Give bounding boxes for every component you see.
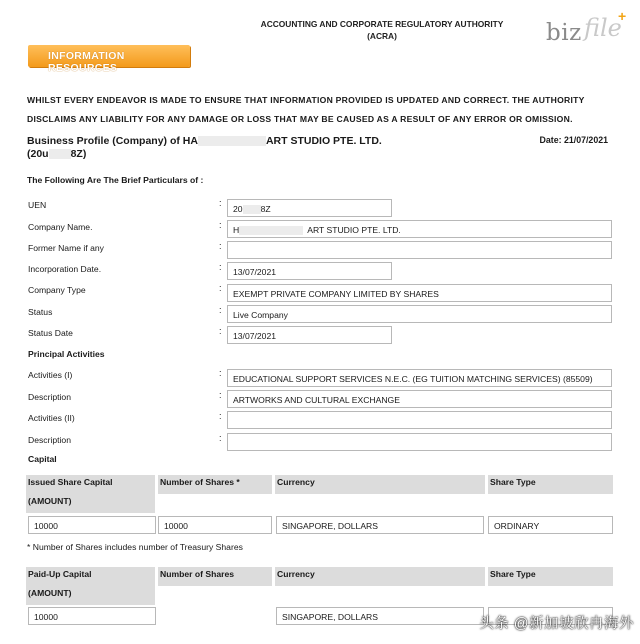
issued-share-type-cell: ORDINARY xyxy=(488,516,613,534)
company-name-value-prefix: H xyxy=(233,225,240,235)
colon: : xyxy=(219,433,222,443)
activities-2-field xyxy=(227,411,612,429)
redaction-mask xyxy=(243,205,261,214)
authority-line-1: ACCOUNTING AND CORPORATE REGULATORY AUTHORITY xyxy=(260,19,504,29)
treasury-shares-note: * Number of Shares includes number of Treasury Shares xyxy=(27,542,243,552)
colon: : xyxy=(219,241,222,251)
issued-capital-header: Issued Share Capital xyxy=(26,475,155,494)
uen-label: UEN xyxy=(28,200,47,210)
uen-value-suffix: 8Z xyxy=(260,204,271,214)
issued-currency-header: Currency xyxy=(275,475,485,494)
principal-activities-heading: Principal Activities xyxy=(28,349,105,359)
paid-up-amount-label: (AMOUNT) xyxy=(26,586,155,605)
disclaimer-text: WHILST EVERY ENDEAVOR IS MADE TO ENSURE THAT INFORMATION PROVIDED IS UPDATED AND CORRECT. THE AUTHORITY DISCLAIMS ANY LIABILITY FOR ANY DAMAGE OR LOSS THAT MAY BE CAUSED AS A RESULT OF ANY ERROR OR OMISSION. xyxy=(27,95,585,124)
watermark-text: 头条 @新加坡欣冉海外 xyxy=(479,616,634,632)
former-name-field xyxy=(227,241,612,259)
company-name-value-suffix: ART STUDIO PTE. LTD. xyxy=(307,225,401,235)
report-date: Date: 21/07/2021 xyxy=(539,135,608,145)
profile-title-suffix: ART STUDIO PTE. LTD. xyxy=(265,135,382,147)
bizfile-logo xyxy=(544,8,636,48)
company-type-label: Company Type xyxy=(28,285,86,295)
issued-amount-cell: 10000 xyxy=(28,516,156,534)
paid-up-share-type-header: Share Type xyxy=(488,567,613,586)
profile-title xyxy=(27,135,382,161)
paid-up-capital-header: Paid-Up Capital xyxy=(26,567,155,586)
issued-shares-cell: 10000 xyxy=(158,516,272,534)
status-date-label: Status Date xyxy=(28,328,73,338)
description-1-label: Description xyxy=(28,392,71,402)
profile-uen-prefix: (20u xyxy=(27,148,49,160)
paid-up-amount-cell: 10000 xyxy=(28,607,156,625)
activities-1-label: Activities (I) xyxy=(28,370,73,380)
colon: : xyxy=(219,198,222,208)
description-2-label: Description xyxy=(28,435,71,445)
paid-up-currency-header: Currency xyxy=(275,567,485,586)
activities-1-field: EDUCATIONAL SUPPORT SERVICES N.E.C. (EG TUITION MATCHING SERVICES) (85509) xyxy=(227,369,612,387)
company-name-label: Company Name. xyxy=(28,222,93,232)
uen-value-prefix: 20 xyxy=(233,204,243,214)
profile-uen-suffix: 8Z) xyxy=(70,148,87,160)
colon: : xyxy=(219,262,222,272)
colon: : xyxy=(219,326,222,336)
logo-biz-text: biz xyxy=(546,20,582,46)
status-date-field: 13/07/2021 xyxy=(227,326,392,344)
colon: : xyxy=(219,220,222,230)
colon: : xyxy=(219,368,222,378)
description-1-field: ARTWORKS AND CULTURAL EXCHANGE xyxy=(227,390,612,408)
colon: : xyxy=(219,283,222,293)
colon: : xyxy=(219,411,222,421)
information-resources-banner: INFORMATION RESOURCES xyxy=(28,45,190,67)
colon: : xyxy=(219,305,222,315)
description-2-field xyxy=(227,433,612,451)
issued-share-type-header: Share Type xyxy=(488,475,613,494)
capital-heading: Capital xyxy=(28,454,57,464)
issued-shares-header: Number of Shares * xyxy=(158,475,272,494)
incorporation-date-label: Incorporation Date. xyxy=(28,264,102,274)
status-field: Live Company xyxy=(227,305,612,323)
logo-plus-icon: + xyxy=(618,8,627,24)
company-type-field: EXEMPT PRIVATE COMPANY LIMITED BY SHARES xyxy=(227,284,612,302)
paid-up-currency-cell: SINGAPORE, DOLLARS xyxy=(276,607,484,625)
activities-2-label: Activities (II) xyxy=(28,413,75,423)
issued-amount-label: (AMOUNT) xyxy=(26,494,155,513)
status-label: Status xyxy=(28,307,53,317)
former-name-label: Former Name if any xyxy=(28,243,104,253)
brief-particulars-heading: The Following Are The Brief Particulars of : xyxy=(27,175,204,185)
issued-currency-cell: SINGAPORE, DOLLARS xyxy=(276,516,484,534)
redaction-mask xyxy=(49,149,71,159)
profile-title-prefix: Business Profile (Company) of HA xyxy=(27,135,198,147)
authority-line-2: (ACRA) xyxy=(367,31,397,41)
paid-up-shares-cell xyxy=(158,607,272,625)
authority-name xyxy=(232,18,532,42)
uen-field xyxy=(227,199,392,217)
colon: : xyxy=(219,390,222,400)
incorporation-date-field: 13/07/2021 xyxy=(227,262,392,280)
logo-file-text: file xyxy=(584,14,622,42)
redaction-mask xyxy=(239,226,303,235)
company-name-field xyxy=(227,220,612,238)
redaction-mask xyxy=(198,136,266,146)
paid-up-shares-header: Number of Shares xyxy=(158,567,272,586)
